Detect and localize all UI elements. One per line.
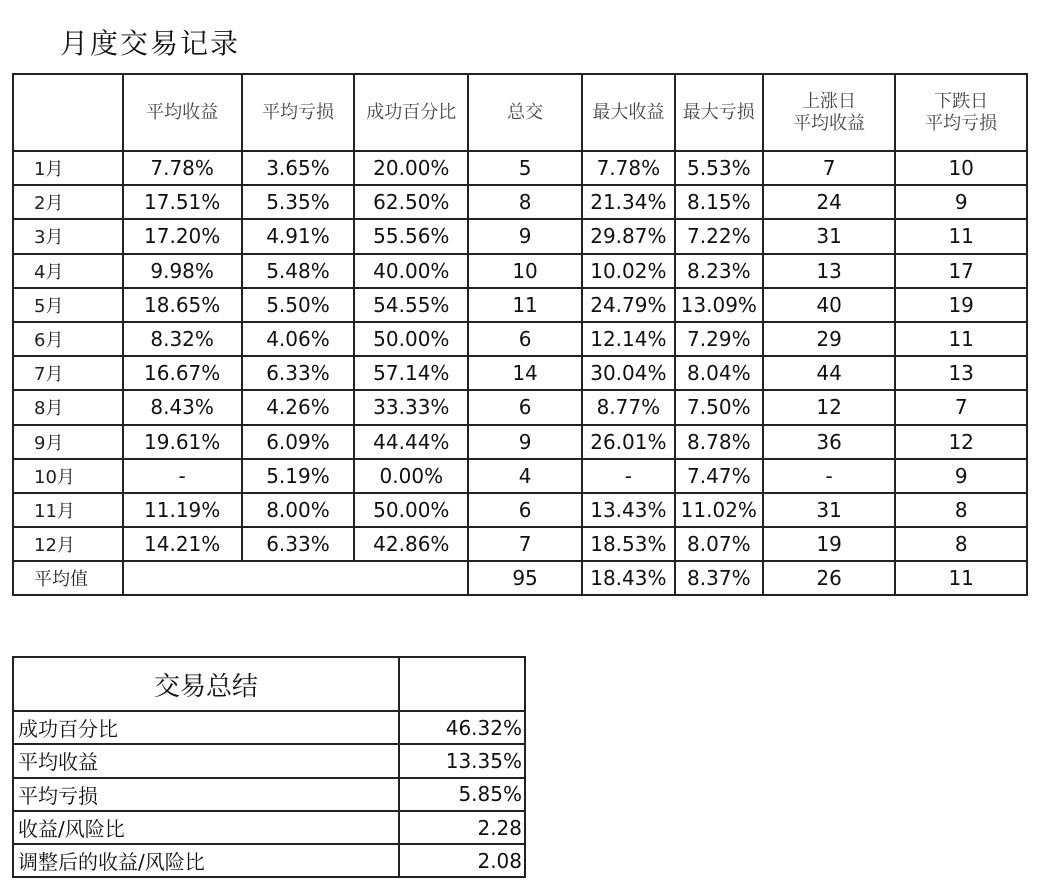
- table-cell: 31: [763, 493, 896, 527]
- month-label: 10月: [13, 459, 123, 493]
- month-label: 8月: [13, 390, 123, 424]
- table-cell: 7.29%: [675, 322, 763, 356]
- table-row: [13, 219, 1027, 253]
- table-header-row: [13, 74, 1027, 151]
- table-cell: 9: [468, 425, 582, 459]
- table-cell: 5.19%: [242, 459, 355, 493]
- month-label: 4月: [13, 254, 123, 288]
- table-cell: 29: [763, 322, 896, 356]
- page-title: 月度交易记录: [60, 27, 241, 60]
- table-cell: 11: [895, 219, 1027, 253]
- table-cell: 40: [763, 288, 896, 322]
- table-cell: 11: [895, 322, 1027, 356]
- table-cell: 62.50%: [354, 185, 468, 219]
- summary-label: 成功百分比: [13, 711, 399, 744]
- month-label: 1月: [13, 151, 123, 185]
- table-cell: 12: [895, 425, 1027, 459]
- table-cell: 11.19%: [123, 493, 242, 527]
- table-cell: 26.01%: [582, 425, 675, 459]
- table-cell: 5: [468, 151, 582, 185]
- table-cell: 8.00%: [242, 493, 355, 527]
- table-cell: 8.77%: [582, 390, 675, 424]
- table-body: [13, 151, 1027, 595]
- month-label: 9月: [13, 425, 123, 459]
- column-header: [13, 74, 123, 151]
- table-cell: 8.43%: [123, 390, 242, 424]
- table-cell: 7.47%: [675, 459, 763, 493]
- table-row: [13, 527, 1027, 561]
- table-cell: 7.22%: [675, 219, 763, 253]
- table-cell: 8.07%: [675, 527, 763, 561]
- table-cell: 7: [468, 527, 582, 561]
- table-row: [13, 425, 1027, 459]
- summary-row: [13, 711, 525, 744]
- summary-header-empty: [399, 657, 525, 711]
- table-cell: 14.21%: [123, 527, 242, 561]
- table-cell: 57.14%: [354, 356, 468, 390]
- table-cell: 30.04%: [582, 356, 675, 390]
- table-cell: 13: [895, 356, 1027, 390]
- column-header: 最大亏损: [675, 74, 763, 151]
- table-cell: 54.55%: [354, 288, 468, 322]
- month-label: 2月: [13, 185, 123, 219]
- table-cell: 17.20%: [123, 219, 242, 253]
- table-cell: 14: [468, 356, 582, 390]
- summary-value: 5.85%: [399, 778, 525, 811]
- table-cell: 55.56%: [354, 219, 468, 253]
- table-cell: 17.51%: [123, 185, 242, 219]
- table-cell: 8.23%: [675, 254, 763, 288]
- table-cell: 7.78%: [123, 151, 242, 185]
- table-cell: 19: [895, 288, 1027, 322]
- table-cell: 6: [468, 322, 582, 356]
- column-header: 下跌日 平均亏损: [895, 74, 1027, 151]
- summary-row: [13, 744, 525, 777]
- month-label: 6月: [13, 322, 123, 356]
- summary-label: 平均亏损: [13, 778, 399, 811]
- table-cell: 18.65%: [123, 288, 242, 322]
- month-label: 11月: [13, 493, 123, 527]
- table-cell: 31: [763, 219, 896, 253]
- table-cell: 29.87%: [582, 219, 675, 253]
- table-cell: 6: [468, 493, 582, 527]
- table-cell: 24.79%: [582, 288, 675, 322]
- table-cell: 18.53%: [582, 527, 675, 561]
- table-cell: 7: [763, 151, 896, 185]
- table-cell: 24: [763, 185, 896, 219]
- table-cell: 6.33%: [242, 527, 355, 561]
- table-cell: 3.65%: [242, 151, 355, 185]
- column-header: 总交: [468, 74, 582, 151]
- table-cell: 10.02%: [582, 254, 675, 288]
- table-cell: 6.33%: [242, 356, 355, 390]
- table-cell: 50.00%: [354, 322, 468, 356]
- month-label: 12月: [13, 527, 123, 561]
- summary-row: [13, 778, 525, 811]
- table-cell: 12: [763, 390, 896, 424]
- table-cell: 17: [895, 254, 1027, 288]
- table-row: [13, 356, 1027, 390]
- table-cell: 5.53%: [675, 151, 763, 185]
- average-max-loss: 8.37%: [675, 561, 763, 595]
- summary-value: 13.35%: [399, 744, 525, 777]
- table-cell: 4.26%: [242, 390, 355, 424]
- table-cell: 10: [895, 151, 1027, 185]
- summary-title: 交易总结: [13, 657, 399, 711]
- table-cell: 9: [468, 219, 582, 253]
- column-header: 上涨日 平均收益: [763, 74, 896, 151]
- column-header: 成功百分比: [354, 74, 468, 151]
- table-cell: 50.00%: [354, 493, 468, 527]
- table-row: [13, 254, 1027, 288]
- table-cell: 9.98%: [123, 254, 242, 288]
- column-header: 最大收益: [582, 74, 675, 151]
- table-cell: 16.67%: [123, 356, 242, 390]
- table-cell: 44.44%: [354, 425, 468, 459]
- summary-header-row: [13, 657, 525, 711]
- table-cell: 11.02%: [675, 493, 763, 527]
- column-header: 平均亏损: [242, 74, 355, 151]
- table-cell: 19.61%: [123, 425, 242, 459]
- table-cell: 12.14%: [582, 322, 675, 356]
- table-cell: 13.09%: [675, 288, 763, 322]
- table-cell: 8.78%: [675, 425, 763, 459]
- summary-label: 平均收益: [13, 744, 399, 777]
- table-cell: 8.04%: [675, 356, 763, 390]
- table-cell: 6.09%: [242, 425, 355, 459]
- table-cell: 36: [763, 425, 896, 459]
- average-empty-cell: [123, 561, 469, 595]
- table-cell: 10: [468, 254, 582, 288]
- summary-row: [13, 811, 525, 844]
- average-total: 95: [468, 561, 582, 595]
- month-label: 5月: [13, 288, 123, 322]
- summary-body: [13, 711, 525, 877]
- column-header: 平均收益: [123, 74, 242, 151]
- table-row: [13, 322, 1027, 356]
- table-cell: 5.35%: [242, 185, 355, 219]
- summary-label: 调整后的收益/风险比: [13, 844, 399, 877]
- table-cell: -: [123, 459, 242, 493]
- table-cell: 8.15%: [675, 185, 763, 219]
- table-row: [13, 185, 1027, 219]
- month-label: 7月: [13, 356, 123, 390]
- table-cell: 7: [895, 390, 1027, 424]
- average-max-gain: 18.43%: [582, 561, 675, 595]
- monthly-trading-table: [12, 73, 1028, 596]
- summary-label: 收益/风险比: [13, 811, 399, 844]
- table-row: [13, 390, 1027, 424]
- table-cell: 11: [468, 288, 582, 322]
- table-row: [13, 493, 1027, 527]
- average-up-days: 26: [763, 561, 896, 595]
- table-cell: 9: [895, 459, 1027, 493]
- table-cell: 8.32%: [123, 322, 242, 356]
- summary-value: 2.28: [399, 811, 525, 844]
- table-cell: 21.34%: [582, 185, 675, 219]
- table-cell: 8: [468, 185, 582, 219]
- summary-value: 2.08: [399, 844, 525, 877]
- table-cell: 19: [763, 527, 896, 561]
- table-cell: 7.78%: [582, 151, 675, 185]
- summary-row: [13, 844, 525, 877]
- table-cell: 42.86%: [354, 527, 468, 561]
- table-row: [13, 459, 1027, 493]
- trading-summary-table: [12, 656, 526, 878]
- average-label: 平均值: [13, 561, 123, 595]
- table-row: [13, 151, 1027, 185]
- average-row: [13, 561, 1027, 595]
- month-label: 3月: [13, 219, 123, 253]
- table-cell: 7.50%: [675, 390, 763, 424]
- table-cell: 13: [763, 254, 896, 288]
- table-cell: 8: [895, 493, 1027, 527]
- table-cell: 4: [468, 459, 582, 493]
- table-cell: -: [763, 459, 896, 493]
- table-cell: 0.00%: [354, 459, 468, 493]
- table-cell: 33.33%: [354, 390, 468, 424]
- table-cell: 4.06%: [242, 322, 355, 356]
- table-cell: 6: [468, 390, 582, 424]
- summary-value: 46.32%: [399, 711, 525, 744]
- table-cell: 4.91%: [242, 219, 355, 253]
- table-cell: 40.00%: [354, 254, 468, 288]
- table-row: [13, 288, 1027, 322]
- table-cell: 44: [763, 356, 896, 390]
- table-cell: -: [582, 459, 675, 493]
- table-cell: 5.48%: [242, 254, 355, 288]
- table-cell: 8: [895, 527, 1027, 561]
- table-cell: 20.00%: [354, 151, 468, 185]
- table-cell: 9: [895, 185, 1027, 219]
- table-cell: 5.50%: [242, 288, 355, 322]
- table-cell: 13.43%: [582, 493, 675, 527]
- average-down-days: 11: [895, 561, 1027, 595]
